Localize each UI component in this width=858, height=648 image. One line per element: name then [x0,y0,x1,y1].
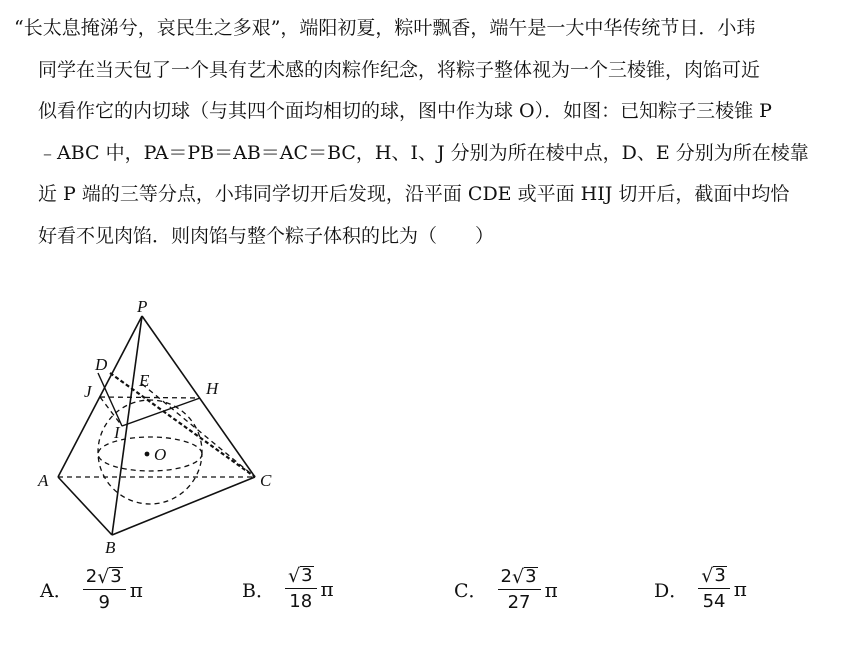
problem-line-4: ﹣ABC 中，PA＝PB＝AB＝AC＝BC，H、I、J 分别为所在棱中点，D、E 分别为所在棱靠 [38,141,809,164]
center-dot [145,452,150,457]
option-a-pi: π [129,577,143,602]
sphere-equator [98,437,202,471]
option-d[interactable] [654,566,747,612]
option-a-denominator: 9 [98,592,110,613]
option-a-fraction: 2 √ 3 9 [83,566,126,613]
label-O: O [154,445,167,464]
option-b-denominator: 18 [289,591,313,612]
option-b-letter: B． [242,579,275,602]
option-c[interactable] [454,566,558,613]
option-c-radicand: 3 [525,565,537,587]
option-b-radicand: 3 [301,565,313,586]
label-I: I [114,423,120,442]
option-a[interactable] [40,566,143,613]
option-d-denominator: 54 [702,591,726,612]
label-C: C [260,471,272,490]
option-a-coef: 2 [85,566,98,587]
option-c-pi: π [544,577,558,602]
label-A: A [38,471,49,490]
option-c-fraction: 2 √ 3 27 [498,566,541,613]
option-a-letter: A． [40,580,73,602]
label-E: E [139,371,150,390]
segment-JH-hidden [100,397,200,398]
problem-line-5: 近 P 端的三等分点，小玮同学切开后发现，沿平面 CDE 或平面 HIJ 切开后，截面中均恰 [38,183,790,205]
option-d-letter: D． [654,579,689,602]
label-P: P [137,297,148,316]
edge-PA [58,316,142,477]
option-c-letter: C． [454,580,488,602]
option-b-pi: π [320,577,334,601]
option-d-radicand: 3 [714,565,726,586]
problem-line-1: “长太息掩涕兮，哀民生之多艰”，端阳初夏，粽叶飘香，端午是一大中华传统节日．小玮 [14,17,756,39]
edge-AB [58,477,112,535]
label-J: J [84,382,92,401]
label-D: D [95,355,108,374]
problem-text [14,8,850,257]
problem-line-2: 同学在当天包了一个具有艺术感的肉粽作纪念，将粽子整体视为一个三棱锥，肉馅可近 [38,58,761,81]
option-d-fraction: √ 3 54 [698,566,730,612]
option-c-denominator: 27 [507,592,531,613]
option-a-radicand: 3 [110,565,122,587]
option-d-pi: π [733,577,747,601]
label-B: B [105,538,116,557]
tetrahedron-figure [20,290,290,562]
option-b[interactable] [242,566,334,612]
label-H: H [206,379,219,398]
option-b-fraction: √ 3 18 [285,566,317,612]
problem-line-3: 似看作它的内切球（与其四个面均相切的球，图中作为球 O）．如图：已知粽子三棱锥 P [38,100,772,122]
option-c-coef: 2 [500,566,512,587]
edge-BC [112,477,255,535]
segment-DC-hidden [110,373,255,477]
problem-line-6: 好看不见肉馅．则肉馅与整个粽子体积的比为（ ） [38,224,495,247]
